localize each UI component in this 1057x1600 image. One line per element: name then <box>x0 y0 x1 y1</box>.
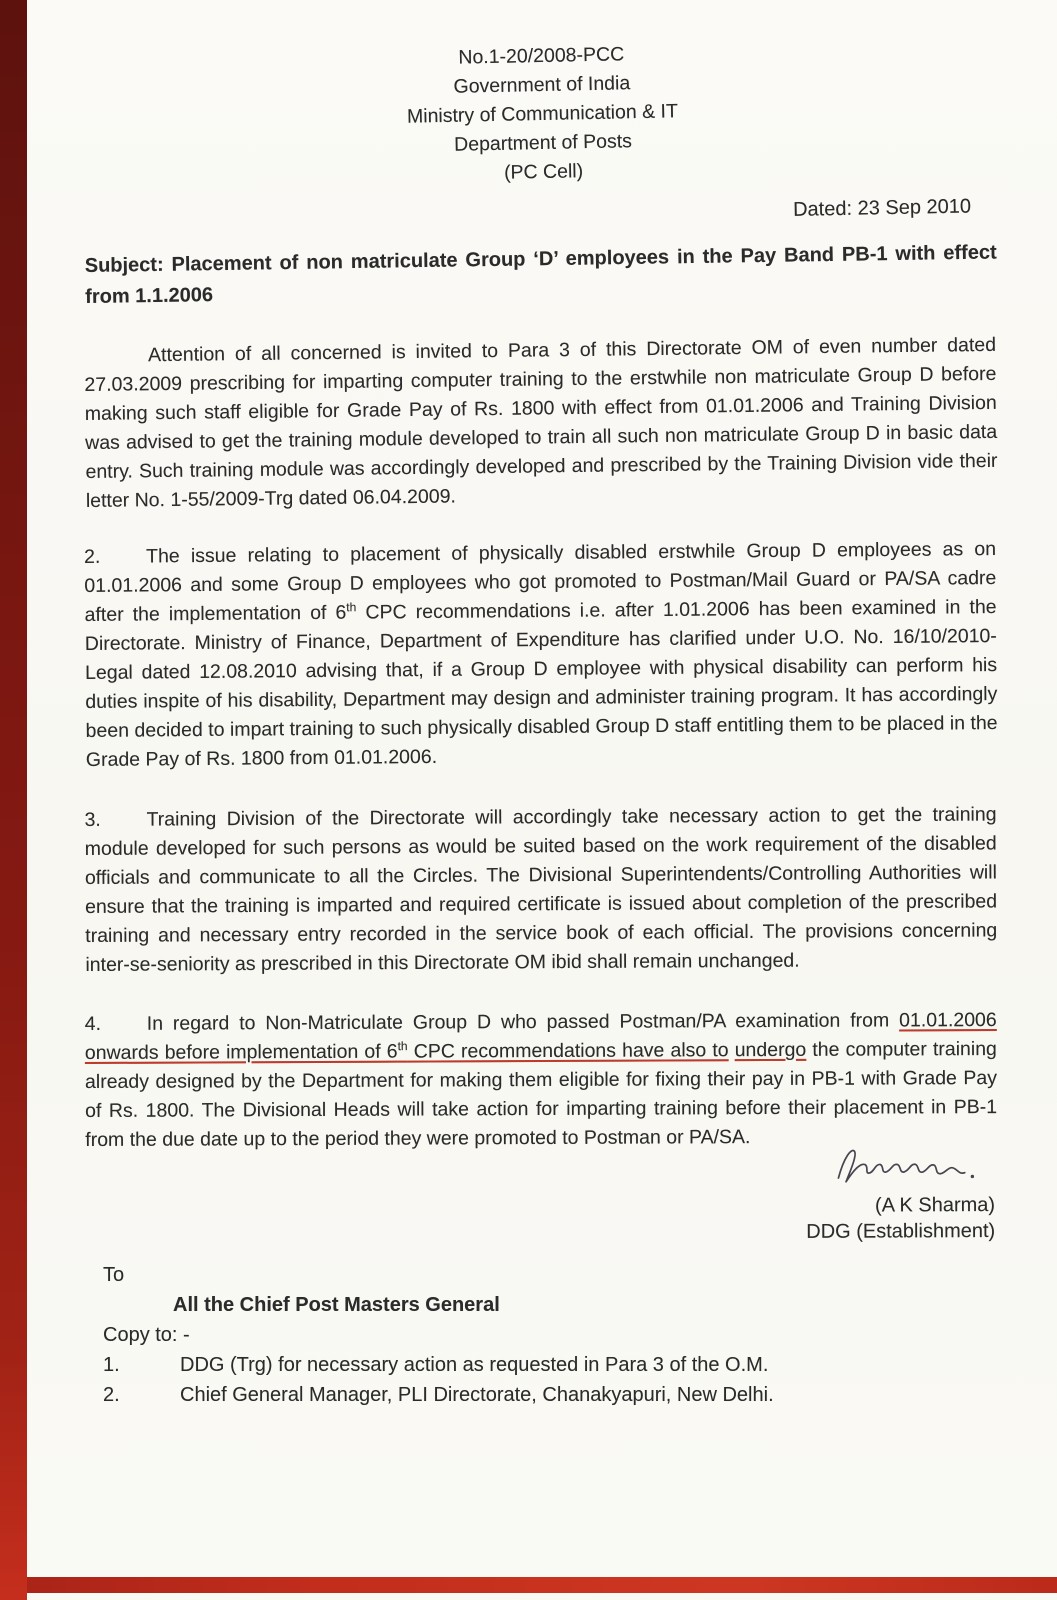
paragraph-3-number: 3. <box>84 808 101 832</box>
signature-block <box>85 1143 997 1248</box>
signature-handwriting-icon <box>829 1143 981 1186</box>
reference-number: No.1-20/2008-PCC <box>458 43 625 69</box>
paragraph-4 <box>85 1006 998 1155</box>
paragraph-3-text: Training Division of the Directorate will accordingly take necessary action to get the training module developed for such persons as would be suited based on the work requirement of the disabled officials and communicate to all the Circles. The Divisional Superintendents/Controlling Authorities will ensure that the training is imparted and required certificate is issued about completion of the prescribed training and necessary entry recorded in the service book of each official. The provisions concerning inter-se-seniority as prescribed in this Directorate OM ibid shall remain unchanged. <box>84 803 998 976</box>
copy-label: Copy to: - <box>103 1324 190 1346</box>
signatory-title: DDG (Establishment) <box>806 1220 996 1243</box>
org-line-1: Government of India <box>453 72 631 98</box>
paragraph-3 <box>84 800 997 980</box>
scan-edge-left <box>0 0 27 1600</box>
pen-underlined-text-cont: CPC recommendations have also to <box>407 1039 729 1063</box>
scan-edge-bottom <box>0 1577 1057 1593</box>
footer-block <box>85 1260 997 1410</box>
date-line: Dated: 23 Sep 2010 <box>792 195 972 221</box>
pen-underlined-text: 01.01.2006 onwards before implementation of 6 <box>84 1009 997 1065</box>
paragraph-1: Attention of all concerned is invited to Para 3 of this Directorate OM of even number dated 27.03.2009 prescribing for imparting computer training to the erstwhile non matriculate Group D before making such staff eligible for Grade Pay of Rs. 1800 with effect from 01.01.2006 and Training Division was advised to get the training module developed to train all such non matriculate Group D in basic data entry. Such training module was accordingly developed and prescribed by the Training Division vide their letter No. 1-55/2009-Trg dated 06.04.2009. <box>84 333 998 512</box>
subject-line: Subject: Placement of non matriculate Group ‘D’ employees in the Pay Band PB-1 with effect from 1.1.2006 <box>84 241 997 308</box>
copy-item-1-text: DDG (Trg) for necessary action as requested in Para 3 of the O.M. <box>180 1354 769 1376</box>
org-line-4: (PC Cell) <box>503 160 584 184</box>
paragraph-4-number: 4. <box>84 1012 102 1036</box>
ordinal-superscript: th <box>397 1039 408 1054</box>
paragraph-2-text: The issue relating to placement of physically disabled erstwhile Group D employees as on 01.01.2006 and some Group D employees who got promoted to Postman/Mail Guard or PA/SA cadre after the implementation of 6 <box>84 538 997 627</box>
paragraph-2-text-cont: CPC recommendations i.e. after 1.01.2006 has been examined in the Directorate. Ministry of Finance, Department of Expenditure has clarified under U.O. No. 16/10/2010-Legal dated 12.08.2010 advising that, if a Group D employee with physical disability can perform his duties inspite of his disability, Department may design and administer training program. It has accordingly been decided to impart training to such physically disabled Group D staff entitling them to be placed in the Grade Pay of Rs. 1800 from 01.01.2006. <box>84 596 998 771</box>
to-label: To <box>103 1264 125 1286</box>
letter-page <box>85 0 997 1410</box>
paragraph-4-text: In regard to Non-Matriculate Group D who passed Postman/PA examination from <box>146 1009 900 1035</box>
copy-item-1 <box>103 1350 997 1380</box>
copy-item-2-number: 2. <box>103 1384 120 1406</box>
ordinal-superscript: th <box>346 600 357 615</box>
copy-item-1-number: 1. <box>103 1354 120 1376</box>
paragraph-4-text-cont: the computer training already designed by the Department for making them eligible for fixing their pay in PB-1 with Grade Pay of Rs. 1800. The Divisional Heads will take action for imparting training before their placement in PB-1 from the due date up to the period they were promoted to Postman or PA/SA. <box>84 1038 998 1151</box>
letter-head <box>85 33 1000 196</box>
signatory-name: (A K Sharma) <box>874 1194 996 1217</box>
paragraph-2 <box>84 535 998 775</box>
pen-underlined-word: undergo <box>734 1038 807 1062</box>
copy-item-2-text: Chief General Manager, PLI Directorate, Chanakyapuri, New Delhi. <box>180 1384 774 1406</box>
to-recipient: All the Chief Post Masters General <box>173 1294 500 1316</box>
paragraph-2-number: 2. <box>84 545 101 569</box>
copy-item-2 <box>103 1380 997 1410</box>
org-line-3: Department of Posts <box>453 130 633 156</box>
org-line-2: Ministry of Communication & IT <box>406 100 679 128</box>
